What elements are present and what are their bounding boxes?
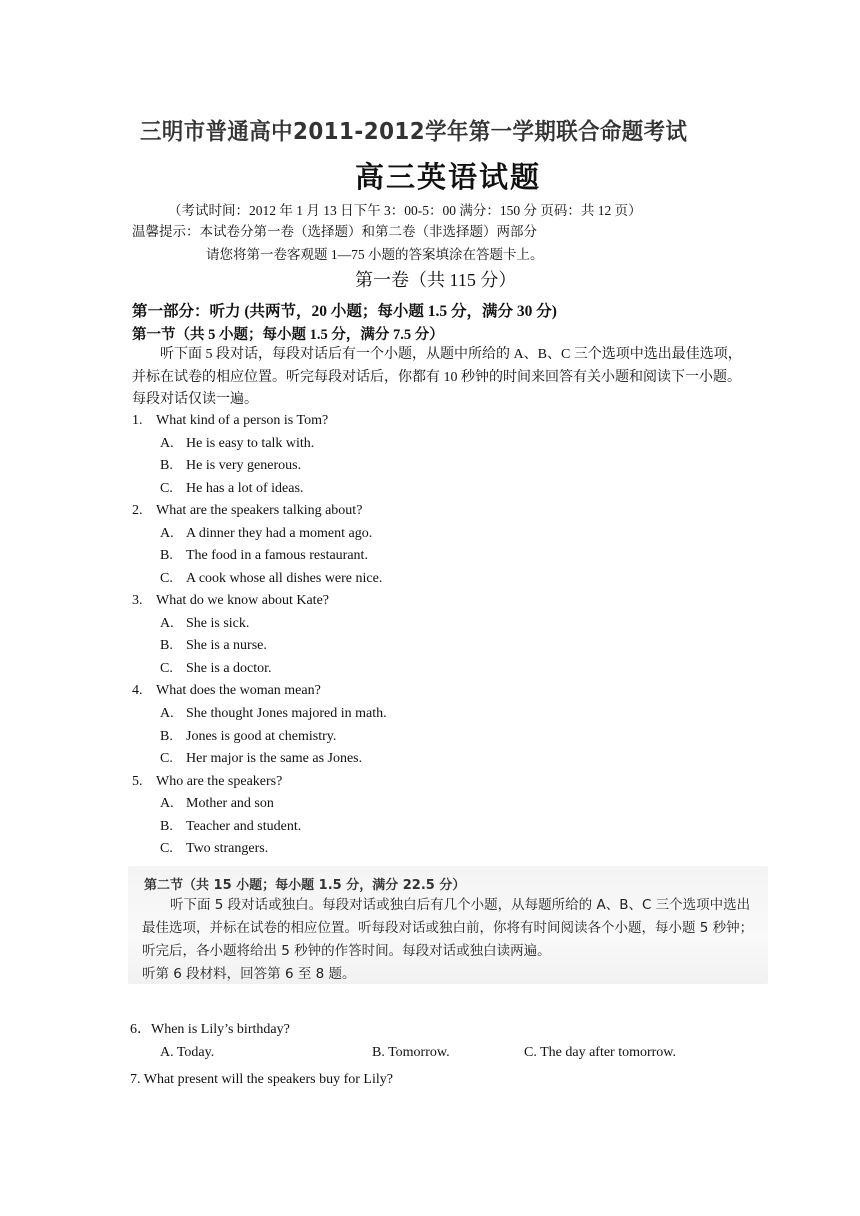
- tip-line-2: 请您将第一卷客观题 1—75 小题的答案填涂在答题卡上。: [206, 247, 544, 262]
- question-text: What does the woman mean?: [156, 683, 321, 698]
- section2-scanned-block: [128, 866, 768, 984]
- section1-title: 第一节（共 5 小题；每小题 1.5 分，满分 7.5 分）: [132, 327, 444, 343]
- question-text: What do we know about Kate?: [156, 593, 329, 608]
- section1-instructions: 听下面 5 段对话，每段对话后有一个小题，从题中所给的 A、B、C 三个选项中选出最佳选项，并标在试卷的相应位置。听完每段对话后，你都有 10 秒钟的时间来回答有关小题和阅读下一小题。每段对话仅读一遍。: [132, 347, 742, 407]
- option-6b[interactable]: B. Tomorrow.: [372, 1045, 450, 1060]
- volume-title: 第一卷（共 115 分）: [355, 270, 517, 290]
- question-6: [130, 1018, 290, 1038]
- exam-info: （考试时间：2012 年 1 月 13 日下午 3：00-5：00 满分：150 分 页码：共 12 页）: [168, 203, 642, 218]
- option-3b[interactable]: B. She is a nurse.: [160, 638, 267, 653]
- question-3: [132, 593, 329, 609]
- question-number: 2.: [132, 503, 143, 518]
- section2-instruction-text: 听下面 5 段对话或独白。每段对话或独白后有几个小题，从每题所给的 A、B、C 三个选项中选出最佳选项，并标在试卷的相应位置。听每段对话或独白前，你将有时间阅读各个小题，每小题 5 秒钟；听完后，各小题将给出 5 秒钟的作答时间。每段对话或独白读两遍。: [142, 897, 754, 959]
- question-number: 3.: [132, 593, 143, 608]
- option-5a[interactable]: A. Mother and son: [160, 796, 274, 811]
- question-4: [132, 683, 321, 699]
- option-3a[interactable]: A. She is sick.: [160, 616, 250, 631]
- option-5c[interactable]: C. Two strangers.: [160, 841, 269, 856]
- option-4c[interactable]: C. Her major is the same as Jones.: [160, 751, 363, 766]
- option-6c[interactable]: C. The day after tomorrow.: [524, 1045, 677, 1060]
- question-number: 6．: [130, 1022, 151, 1037]
- tip-line-1: 温馨提示：本试卷分第一卷（选择题）和第二卷（非选择题）两部分: [132, 224, 537, 239]
- option-1b[interactable]: B. He is very generous.: [160, 458, 302, 473]
- option-6a[interactable]: A. Today.: [160, 1045, 215, 1060]
- option-3c[interactable]: C. She is a doctor.: [160, 661, 272, 676]
- exam-subtitle: 高三英语试题: [355, 160, 542, 194]
- question-text: What are the speakers talking about?: [156, 503, 363, 518]
- question-2: [132, 503, 362, 519]
- question-number: 1.: [132, 413, 143, 428]
- option-2c[interactable]: C. A cook whose all dishes were nice.: [160, 571, 383, 586]
- option-1c[interactable]: C. He has a lot of ideas.: [160, 481, 304, 496]
- section2-instructions: [142, 894, 756, 986]
- question-7: 7. What present will the speakers buy for Lily?: [130, 1072, 393, 1087]
- question-text: When is Lily’s birthday?: [151, 1022, 290, 1037]
- option-5b[interactable]: B. Teacher and student.: [160, 819, 302, 834]
- section2-material: 听第 6 段材料，回答第 6 至 8 题。: [142, 966, 356, 982]
- option-4a[interactable]: A. She thought Jones majored in math.: [160, 706, 387, 721]
- section2-title: 第二节（共 15 小题；每小题 1.5 分，满分 22.5 分）: [144, 878, 466, 893]
- option-2b[interactable]: B. The food in a famous restaurant.: [160, 548, 368, 563]
- question-number: 4.: [132, 683, 143, 698]
- question-5: [132, 774, 282, 790]
- exam-title: 三明市普通高中2011-2012学年第一学期联合命题考试: [140, 119, 688, 145]
- question-number: 5.: [132, 774, 143, 789]
- question-6-options: [0, 1045, 860, 1065]
- option-4b[interactable]: B. Jones is good at chemistry.: [160, 729, 337, 744]
- option-2a[interactable]: A. A dinner they had a moment ago.: [160, 526, 373, 541]
- option-1a[interactable]: A. He is easy to talk with.: [160, 436, 315, 451]
- part1-title: 第一部分：听力 (共两节，20 小题；每小题 1.5 分，满分 30 分): [132, 303, 557, 320]
- question-1: [132, 413, 328, 429]
- question-text: What kind of a person is Tom?: [156, 413, 329, 428]
- question-text: Who are the speakers?: [156, 774, 283, 789]
